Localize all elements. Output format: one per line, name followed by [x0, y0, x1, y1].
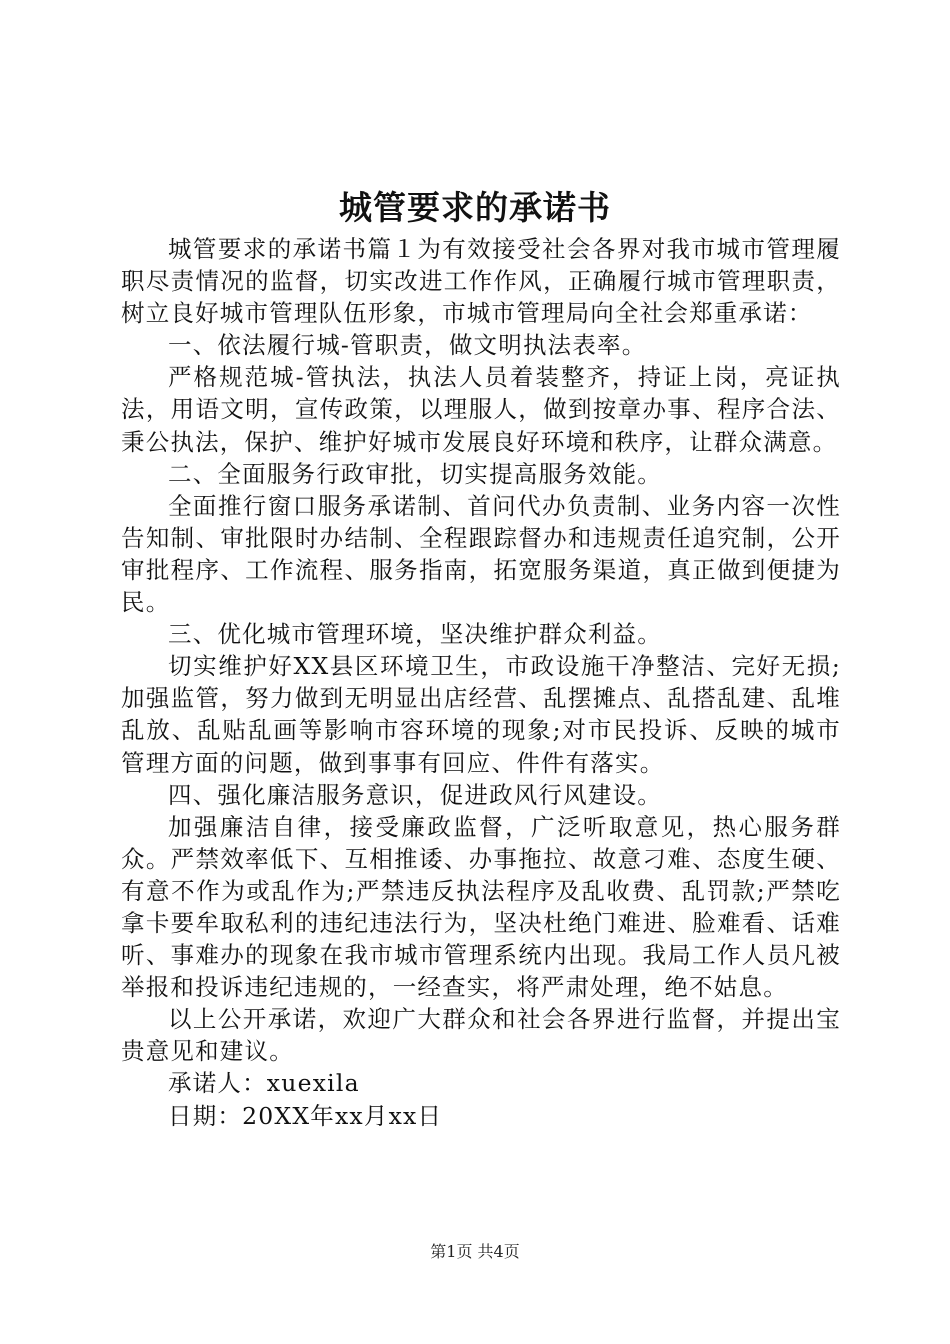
section-heading-4: 四、强化廉洁服务意识，促进政风行风建设。	[168, 780, 662, 809]
section-heading-3: 三、优化城市管理环境，坚决维护群众利益。	[168, 620, 662, 649]
paragraph-1: 严格规范城-管执法，执法人员着装整齐，持证上岗，亮证执法，用语文明，宣传政策，以理服人，做到按章办事、程序合法、秉公执法，保护、维护好城市发展良好环境和秩序，让群众满意。	[121, 363, 841, 456]
date-line: 日期：20XX年xx月xx日	[168, 1101, 443, 1130]
paragraph-4: 加强廉洁自律，接受廉政监督，广泛听取意见，热心服务群众。严禁效率低下、互相推诿、办事拖拉、故意刁难、态度生硬、有意不作为或乱作为;严禁违反执法程序及乱收费、乱罚款;严禁吃拿卡要牟取私利的违纪违法行为，坚决杜绝门难进、脸难看、话难听、事难办的现象在我市城市管理系统内出现。我局工作人员凡被举报和投诉违纪违规的，一经查实，将严肃处理，绝不姑息。	[121, 812, 841, 1002]
paragraph-3: 切实维护好XX县区环境卫生，市政设施干净整洁、完好无损;加强监管，努力做到无明显出店经营、乱摆摊点、乱搭乱建、乱堆乱放、乱贴乱画等影响市容环境的现象;对市民投诉、反映的城市管理方面的问题，做到事事有回应、件件有落实。	[121, 652, 841, 777]
document-title: 城管要求的承诺书	[339, 188, 611, 227]
page-footer: 第1页 共4页	[430, 1242, 520, 1261]
paragraph-closing: 以上公开承诺，欢迎广大群众和社会各界进行监督，并提出宝贵意见和建议。	[121, 1005, 841, 1066]
section-heading-2: 二、全面服务行政审批，切实提高服务效能。	[168, 459, 662, 488]
document-body	[121, 233, 841, 1132]
section-heading-1: 一、依法履行城-管职责，做文明执法表率。	[168, 331, 647, 360]
signatory-line: 承诺人：xuexila	[168, 1069, 360, 1098]
paragraph-intro: 城管要求的承诺书篇１为有效接受社会各界对我市城市管理履职尽责情况的监督，切实改进工作作风，正确履行城市管理职责，树立良好城市管理队伍形象，市城市管理局向全社会郑重承诺：	[121, 235, 841, 328]
paragraph-2: 全面推行窗口服务承诺制、首问代办负责制、业务内容一次性告知制、审批限时办结制、全程跟踪督办和违规责任追究制，公开审批程序、工作流程、服务指南，拓宽服务渠道，真正做到便捷为民。	[121, 491, 841, 617]
